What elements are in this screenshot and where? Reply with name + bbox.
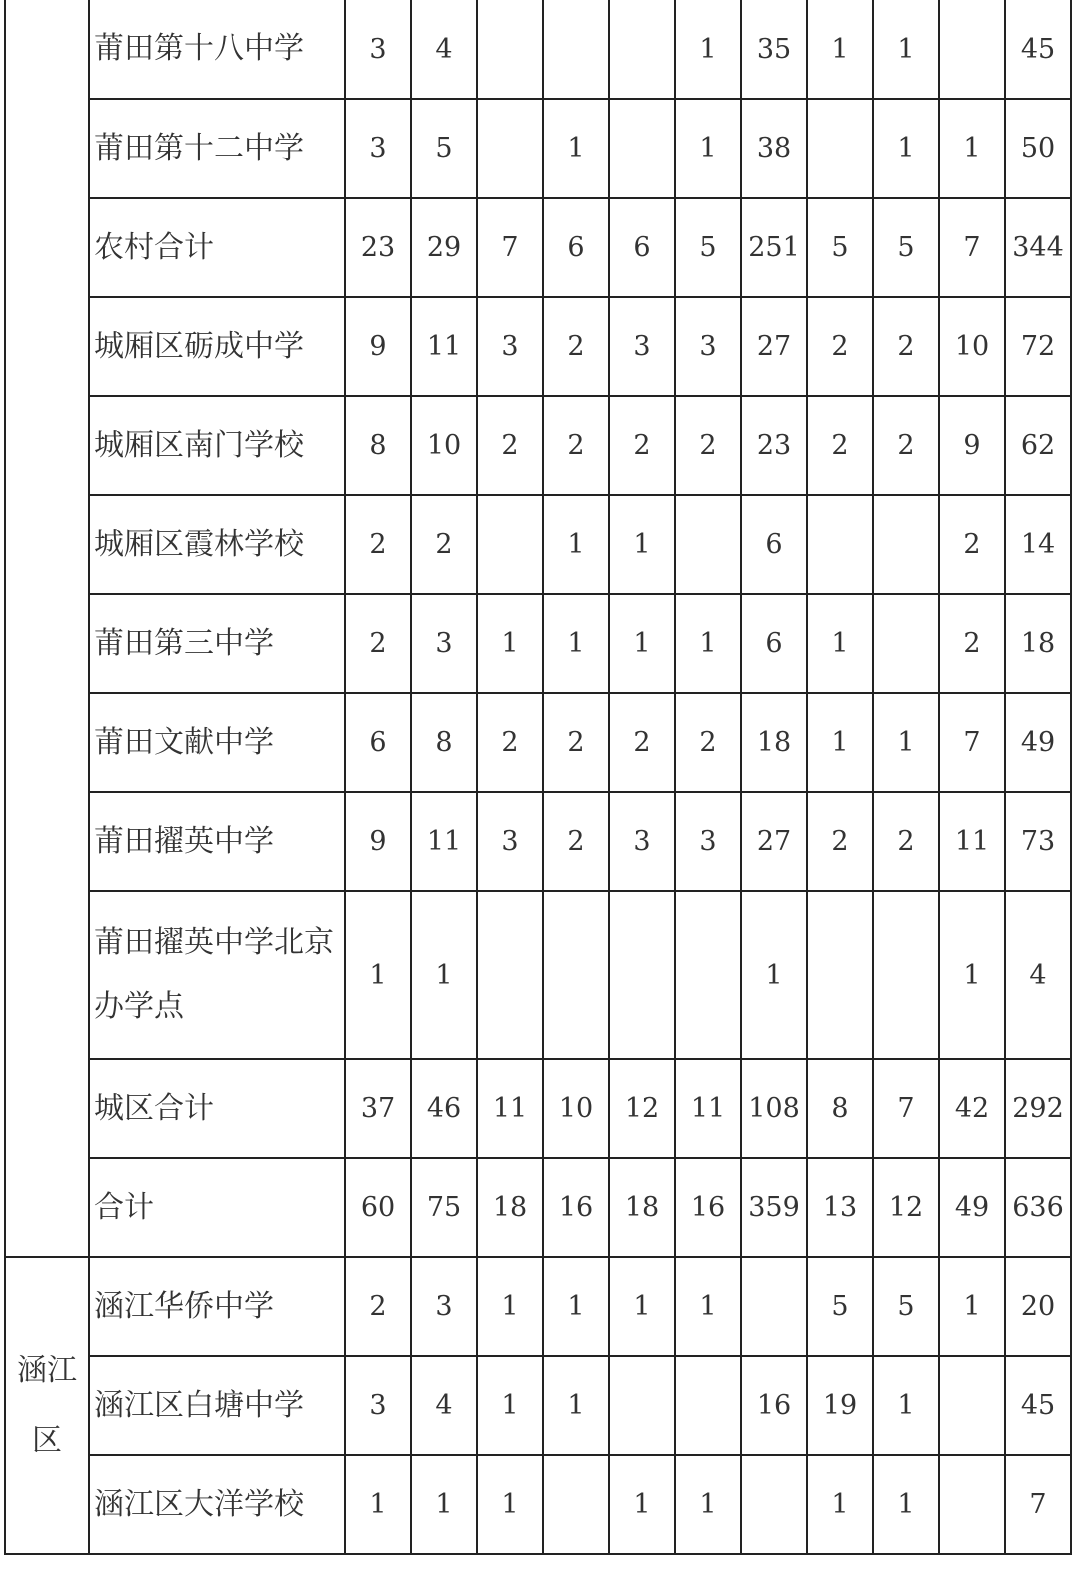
value-cell: 1 xyxy=(543,1257,609,1356)
value-cell: 1 xyxy=(873,1455,939,1554)
value-cell: 11 xyxy=(675,1059,741,1158)
table-row xyxy=(5,0,1071,99)
value-cell xyxy=(873,594,939,693)
value-cell: 1 xyxy=(939,1257,1005,1356)
value-cell: 2 xyxy=(345,594,411,693)
value-cell: 14 xyxy=(1005,495,1071,594)
table-row xyxy=(5,594,1071,693)
value-cell: 1 xyxy=(807,693,873,792)
value-cell: 37 xyxy=(345,1059,411,1158)
value-cell: 2 xyxy=(543,297,609,396)
value-cell: 2 xyxy=(873,792,939,891)
value-cell: 1 xyxy=(543,99,609,198)
value-cell: 6 xyxy=(609,198,675,297)
value-cell: 20 xyxy=(1005,1257,1071,1356)
value-cell xyxy=(939,1455,1005,1554)
value-cell: 1 xyxy=(807,1455,873,1554)
school-name-cell: 城厢区霞林学校 xyxy=(89,495,345,594)
value-cell: 359 xyxy=(741,1158,807,1257)
value-cell: 3 xyxy=(411,1257,477,1356)
value-cell: 3 xyxy=(609,297,675,396)
value-cell: 50 xyxy=(1005,99,1071,198)
table-row xyxy=(5,396,1071,495)
value-cell xyxy=(477,891,543,1059)
value-cell: 4 xyxy=(411,0,477,99)
school-name-cell: 城区合计 xyxy=(89,1059,345,1158)
value-cell: 2 xyxy=(675,396,741,495)
value-cell: 45 xyxy=(1005,0,1071,99)
value-cell: 18 xyxy=(609,1158,675,1257)
value-cell: 18 xyxy=(741,693,807,792)
school-name-cell: 城厢区砺成中学 xyxy=(89,297,345,396)
value-cell xyxy=(807,99,873,198)
value-cell: 18 xyxy=(477,1158,543,1257)
value-cell: 2 xyxy=(873,297,939,396)
school-quota-table xyxy=(4,0,1072,1555)
value-cell xyxy=(873,495,939,594)
value-cell: 3 xyxy=(609,792,675,891)
value-cell: 1 xyxy=(807,594,873,693)
value-cell: 1 xyxy=(477,1356,543,1455)
value-cell: 12 xyxy=(873,1158,939,1257)
table-row xyxy=(5,792,1071,891)
value-cell: 4 xyxy=(411,1356,477,1455)
value-cell: 2 xyxy=(477,693,543,792)
value-cell xyxy=(675,891,741,1059)
value-cell: 3 xyxy=(345,0,411,99)
value-cell: 16 xyxy=(543,1158,609,1257)
value-cell: 9 xyxy=(345,792,411,891)
value-cell: 72 xyxy=(1005,297,1071,396)
value-cell: 1 xyxy=(609,1257,675,1356)
value-cell: 1 xyxy=(609,1455,675,1554)
value-cell: 1 xyxy=(345,891,411,1059)
value-cell: 1 xyxy=(477,1257,543,1356)
value-cell: 1 xyxy=(477,594,543,693)
school-name-cell: 涵江区大洋学校 xyxy=(89,1455,345,1554)
value-cell: 1 xyxy=(345,1455,411,1554)
table-row xyxy=(5,1059,1071,1158)
value-cell xyxy=(807,495,873,594)
value-cell: 1 xyxy=(543,1356,609,1455)
value-cell: 1 xyxy=(411,891,477,1059)
value-cell: 35 xyxy=(741,0,807,99)
value-cell: 2 xyxy=(345,1257,411,1356)
table-row xyxy=(5,1158,1071,1257)
value-cell: 46 xyxy=(411,1059,477,1158)
value-cell: 42 xyxy=(939,1059,1005,1158)
value-cell: 1 xyxy=(873,99,939,198)
value-cell: 2 xyxy=(807,396,873,495)
table-row xyxy=(5,1257,1071,1356)
value-cell: 10 xyxy=(543,1059,609,1158)
value-cell: 11 xyxy=(939,792,1005,891)
value-cell: 7 xyxy=(939,693,1005,792)
value-cell xyxy=(807,891,873,1059)
upper-group-rows xyxy=(5,0,1071,1257)
table-row xyxy=(5,198,1071,297)
value-cell: 11 xyxy=(411,792,477,891)
value-cell: 13 xyxy=(807,1158,873,1257)
school-name-cell: 农村合计 xyxy=(89,198,345,297)
value-cell: 4 xyxy=(1005,891,1071,1059)
value-cell: 16 xyxy=(741,1356,807,1455)
value-cell: 1 xyxy=(675,1257,741,1356)
value-cell: 1 xyxy=(939,99,1005,198)
value-cell xyxy=(609,1356,675,1455)
value-cell: 3 xyxy=(345,99,411,198)
value-cell xyxy=(543,0,609,99)
value-cell: 5 xyxy=(807,1257,873,1356)
value-cell: 6 xyxy=(543,198,609,297)
value-cell: 2 xyxy=(477,396,543,495)
value-cell: 1 xyxy=(873,0,939,99)
value-cell: 16 xyxy=(675,1158,741,1257)
value-cell: 7 xyxy=(477,198,543,297)
value-cell: 5 xyxy=(873,1257,939,1356)
school-name-cell: 莆田擢英中学北京办学点 xyxy=(89,891,345,1059)
value-cell xyxy=(939,1356,1005,1455)
value-cell: 2 xyxy=(543,396,609,495)
value-cell: 3 xyxy=(477,297,543,396)
value-cell: 3 xyxy=(411,594,477,693)
value-cell: 1 xyxy=(873,1356,939,1455)
value-cell: 6 xyxy=(741,594,807,693)
value-cell: 292 xyxy=(1005,1059,1071,1158)
value-cell: 23 xyxy=(741,396,807,495)
value-cell: 6 xyxy=(345,693,411,792)
value-cell: 1 xyxy=(609,594,675,693)
value-cell: 5 xyxy=(411,99,477,198)
school-name-cell: 莆田擢英中学 xyxy=(89,792,345,891)
school-name-cell: 莆田第十二中学 xyxy=(89,99,345,198)
value-cell: 5 xyxy=(807,198,873,297)
value-cell: 62 xyxy=(1005,396,1071,495)
value-cell: 2 xyxy=(543,693,609,792)
district-cell: 涵江区 xyxy=(5,1257,89,1554)
value-cell: 8 xyxy=(807,1059,873,1158)
value-cell: 19 xyxy=(807,1356,873,1455)
value-cell: 9 xyxy=(345,297,411,396)
school-name-cell: 涵江华侨中学 xyxy=(89,1257,345,1356)
value-cell: 2 xyxy=(807,297,873,396)
value-cell xyxy=(939,0,1005,99)
value-cell: 1 xyxy=(609,495,675,594)
value-cell: 60 xyxy=(345,1158,411,1257)
district-cell xyxy=(5,0,89,1257)
school-name-cell: 莆田文献中学 xyxy=(89,693,345,792)
table-row xyxy=(5,891,1071,1059)
value-cell xyxy=(543,1455,609,1554)
value-cell: 2 xyxy=(609,693,675,792)
value-cell xyxy=(873,891,939,1059)
value-cell xyxy=(609,99,675,198)
value-cell: 29 xyxy=(411,198,477,297)
value-cell: 344 xyxy=(1005,198,1071,297)
value-cell: 11 xyxy=(411,297,477,396)
table-row xyxy=(5,1455,1071,1554)
value-cell: 3 xyxy=(345,1356,411,1455)
value-cell: 3 xyxy=(675,792,741,891)
table-row xyxy=(5,693,1071,792)
value-cell: 8 xyxy=(345,396,411,495)
value-cell: 49 xyxy=(939,1158,1005,1257)
value-cell: 2 xyxy=(873,396,939,495)
value-cell: 1 xyxy=(675,1455,741,1554)
value-cell: 2 xyxy=(807,792,873,891)
school-name-cell: 合计 xyxy=(89,1158,345,1257)
value-cell: 1 xyxy=(873,693,939,792)
value-cell xyxy=(609,891,675,1059)
value-cell: 2 xyxy=(543,792,609,891)
value-cell: 3 xyxy=(675,297,741,396)
value-cell: 2 xyxy=(345,495,411,594)
value-cell: 6 xyxy=(741,495,807,594)
value-cell: 1 xyxy=(939,891,1005,1059)
value-cell: 1 xyxy=(477,1455,543,1554)
value-cell: 23 xyxy=(345,198,411,297)
value-cell: 3 xyxy=(477,792,543,891)
value-cell xyxy=(741,1455,807,1554)
value-cell xyxy=(741,1257,807,1356)
value-cell xyxy=(675,495,741,594)
value-cell: 2 xyxy=(609,396,675,495)
value-cell: 1 xyxy=(675,594,741,693)
value-cell: 1 xyxy=(807,0,873,99)
value-cell: 251 xyxy=(741,198,807,297)
value-cell: 8 xyxy=(411,693,477,792)
value-cell: 7 xyxy=(939,198,1005,297)
value-cell: 75 xyxy=(411,1158,477,1257)
value-cell: 2 xyxy=(675,693,741,792)
value-cell: 27 xyxy=(741,792,807,891)
value-cell: 1 xyxy=(543,495,609,594)
school-name-cell: 涵江区白塘中学 xyxy=(89,1356,345,1455)
lower-group-rows xyxy=(5,1257,1071,1554)
value-cell: 7 xyxy=(873,1059,939,1158)
value-cell xyxy=(609,0,675,99)
school-name-cell: 莆田第三中学 xyxy=(89,594,345,693)
value-cell: 49 xyxy=(1005,693,1071,792)
value-cell: 73 xyxy=(1005,792,1071,891)
value-cell: 7 xyxy=(1005,1455,1071,1554)
table-row xyxy=(5,297,1071,396)
value-cell: 12 xyxy=(609,1059,675,1158)
value-cell: 2 xyxy=(939,495,1005,594)
value-cell: 38 xyxy=(741,99,807,198)
value-cell xyxy=(477,99,543,198)
value-cell xyxy=(675,1356,741,1455)
value-cell: 1 xyxy=(741,891,807,1059)
value-cell: 1 xyxy=(411,1455,477,1554)
value-cell: 108 xyxy=(741,1059,807,1158)
school-name-cell: 莆田第十八中学 xyxy=(89,0,345,99)
value-cell: 1 xyxy=(675,99,741,198)
value-cell: 27 xyxy=(741,297,807,396)
value-cell: 2 xyxy=(411,495,477,594)
table-row xyxy=(5,495,1071,594)
value-cell: 11 xyxy=(477,1059,543,1158)
value-cell: 18 xyxy=(1005,594,1071,693)
table-row xyxy=(5,1356,1071,1455)
school-name-cell: 城厢区南门学校 xyxy=(89,396,345,495)
value-cell: 636 xyxy=(1005,1158,1071,1257)
value-cell: 5 xyxy=(675,198,741,297)
value-cell: 2 xyxy=(939,594,1005,693)
value-cell: 10 xyxy=(411,396,477,495)
value-cell xyxy=(543,891,609,1059)
value-cell: 9 xyxy=(939,396,1005,495)
value-cell: 1 xyxy=(675,0,741,99)
value-cell: 1 xyxy=(543,594,609,693)
value-cell: 45 xyxy=(1005,1356,1071,1455)
value-cell xyxy=(477,495,543,594)
table-row xyxy=(5,99,1071,198)
value-cell xyxy=(477,0,543,99)
value-cell: 5 xyxy=(873,198,939,297)
value-cell: 10 xyxy=(939,297,1005,396)
